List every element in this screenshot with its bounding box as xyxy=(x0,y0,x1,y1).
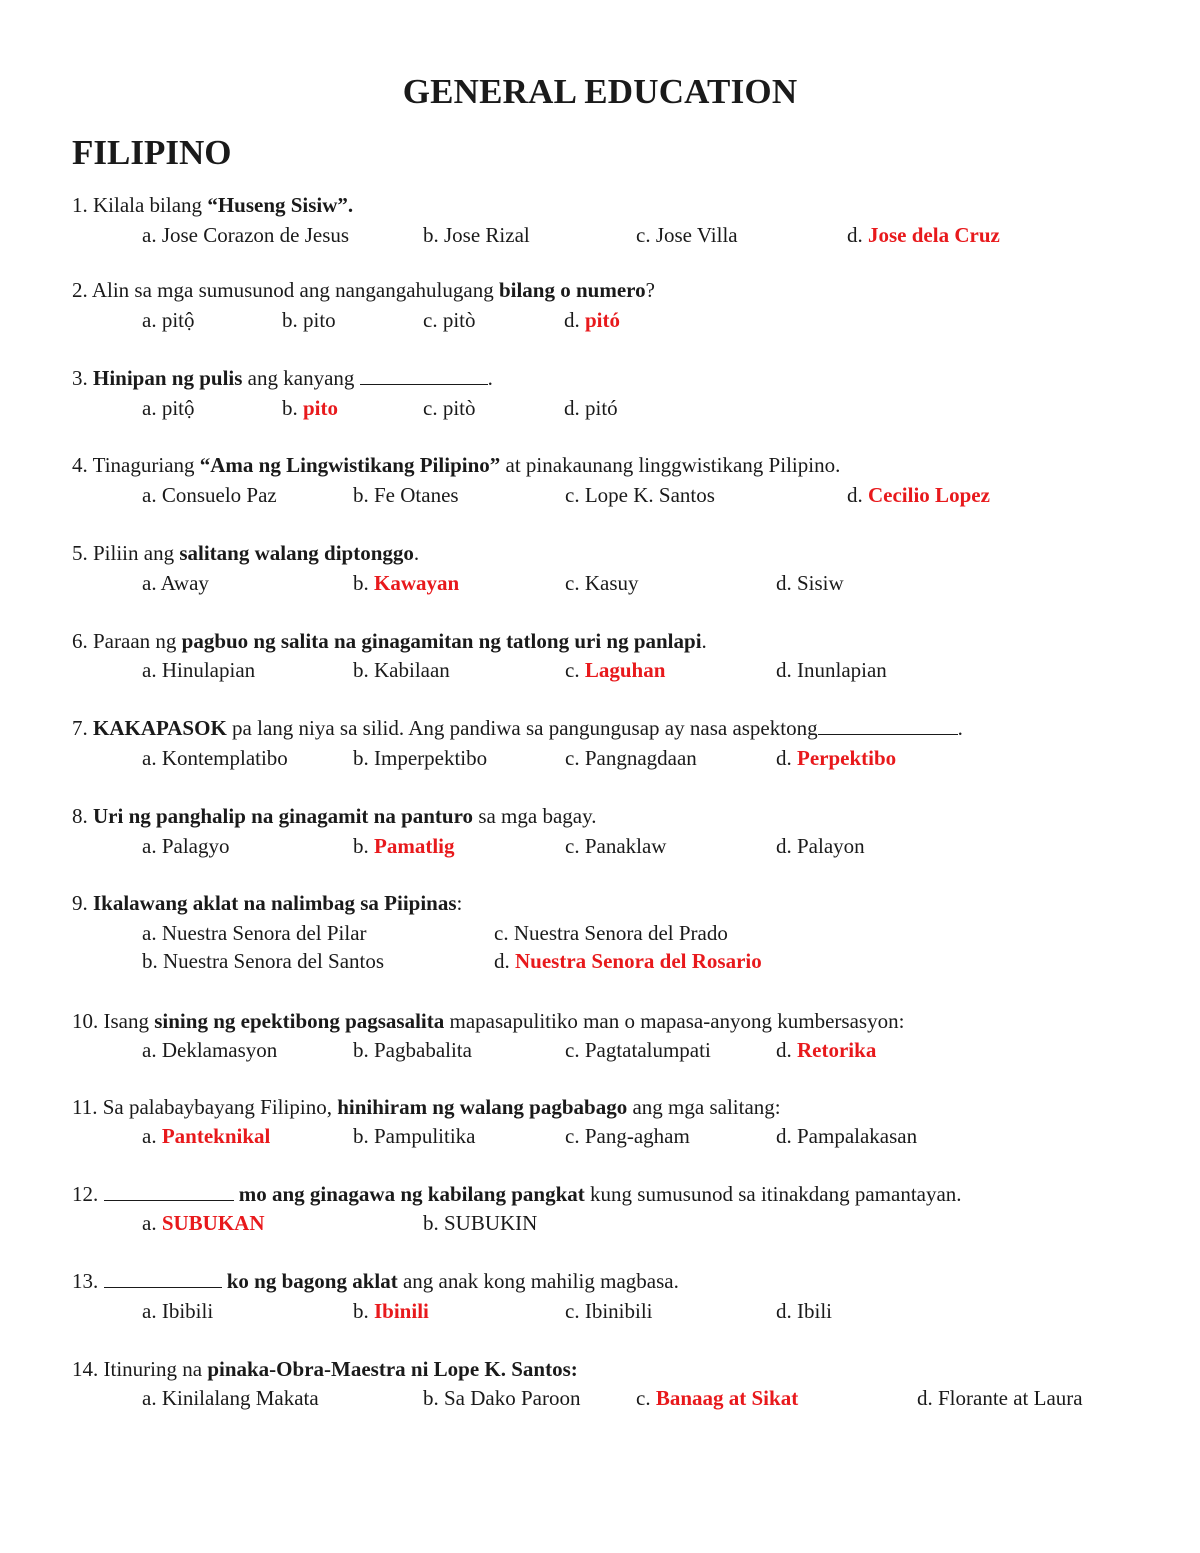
question-4-option-a[interactable]: a. Consuelo Paz xyxy=(142,483,277,507)
question-number: 4. xyxy=(72,453,88,477)
question-number: 7. xyxy=(72,716,88,740)
question-10-option-c[interactable]: c. Pagtatalumpati xyxy=(565,1038,711,1062)
question-10-option-b[interactable]: b. Pagbabalita xyxy=(353,1038,472,1062)
question-text: Piliin ang xyxy=(87,541,180,565)
question-13-option-a[interactable]: a. Ibibili xyxy=(142,1299,214,1323)
question-number: 8. xyxy=(72,804,88,828)
question-text: Isang xyxy=(98,1009,155,1033)
question-number: 3. xyxy=(72,366,88,390)
question-2-option-c[interactable]: c. pitò xyxy=(423,308,476,332)
question-number: 14. xyxy=(72,1357,99,1381)
question-text: ang kanyang xyxy=(242,366,360,390)
question-number: 6. xyxy=(72,629,88,653)
question-number: 11. xyxy=(72,1095,98,1119)
question-5-option-d[interactable]: d. Sisiw xyxy=(776,571,844,595)
question-6-option-b[interactable]: b. Kabilaan xyxy=(353,658,450,682)
question-keyword: bilang o numero xyxy=(498,278,646,302)
question-14-option-a[interactable]: a. Kinilalang Makata xyxy=(142,1386,319,1410)
question-text: : xyxy=(456,891,463,915)
question-8-option-c[interactable]: c. Panaklaw xyxy=(565,834,667,858)
question-keyword: pinaka-Obra-Maestra ni Lope K. Santos: xyxy=(207,1357,578,1381)
question-3-option-c[interactable]: c. pitò xyxy=(423,396,476,420)
question-keyword: KAKAPASOK xyxy=(87,716,227,740)
question-12-option-b[interactable]: b. SUBUKIN xyxy=(423,1211,538,1235)
question-11-option-d[interactable]: d. Pampalakasan xyxy=(776,1124,918,1148)
question-8-option-a[interactable]: a. Palagyo xyxy=(142,834,230,858)
question-1-option-c[interactable]: c. Jose Villa xyxy=(636,223,738,247)
question-8 xyxy=(72,803,597,829)
question-13 xyxy=(72,1268,679,1294)
question-11-option-b[interactable]: b. Pampulitika xyxy=(353,1124,476,1148)
question-2-option-b[interactable]: b. pito xyxy=(282,308,336,332)
question-keyword: Uri ng panghalip na ginagamit na panturo xyxy=(87,804,474,828)
question-2-option-a[interactable]: a. pitộ xyxy=(142,308,195,332)
question-text: ang anak kong mahilig magbasa. xyxy=(397,1269,679,1293)
question-text: pa lang niya sa silid. Ang pandiwa sa pangungusap ay nasa aspektong xyxy=(226,716,818,740)
question-6-option-a[interactable]: a. Hinulapian xyxy=(142,658,256,682)
question-4-option-c[interactable]: c. Lope K. Santos xyxy=(565,483,715,507)
question-9-option-d-answer[interactable]: d. Nuestra Senora del Rosario xyxy=(494,949,762,973)
question-14-option-b[interactable]: b. Sa Dako Paroon xyxy=(423,1386,581,1410)
question-9-option-a[interactable]: a. Nuestra Senora del Pilar xyxy=(142,921,367,945)
question-keyword: Ikalawang aklat na nalimbag sa Piipinas xyxy=(87,891,457,915)
question-9 xyxy=(72,890,462,916)
question-keyword: “Ama ng Lingwistikang Pilipino” xyxy=(199,453,501,477)
question-number: 12. xyxy=(72,1182,99,1206)
answer-blank xyxy=(360,365,488,385)
question-3-option-d[interactable]: d. pitó xyxy=(564,396,618,420)
question-keyword: Hinipan ng pulis xyxy=(87,366,243,390)
section-title: FILIPINO xyxy=(72,133,232,172)
question-10-option-a[interactable]: a. Deklamasyon xyxy=(142,1038,278,1062)
question-keyword: mo ang ginagawa ng kabilang pangkat xyxy=(233,1182,585,1206)
question-7-option-d-answer[interactable]: d. Perpektibo xyxy=(776,746,897,770)
question-7: 7. KAKAPASOK pa lang niya sa silid. Ang pandiwa sa pangungusap ay nasa aspektong . xyxy=(72,716,963,740)
question-13-option-c[interactable]: c. Ibinibili xyxy=(565,1299,653,1323)
question-5-option-a[interactable]: a. Away xyxy=(142,571,209,595)
question-14-option-d[interactable]: d. Florante at Laura xyxy=(917,1386,1083,1410)
question-5-option-b-answer[interactable]: b. Kawayan xyxy=(353,571,460,595)
question-10: 10. Isang sining ng epektibong pagsasalita mapasapulitiko man o mapasa-anyong kumbersasyon: xyxy=(72,1009,905,1033)
document-title: GENERAL EDUCATION xyxy=(402,72,798,111)
question-number: 1. xyxy=(72,193,88,217)
question-4-option-d-answer[interactable]: d. Cecilio Lopez xyxy=(847,483,990,507)
question-4-option-b[interactable]: b. Fe Otanes xyxy=(353,483,459,507)
question-10-option-d-answer[interactable]: d. Retorika xyxy=(776,1038,877,1062)
question-text: Kilala bilang xyxy=(87,193,208,217)
question-7-option-c[interactable]: c. Pangnagdaan xyxy=(565,746,697,770)
question-14 xyxy=(72,1356,578,1382)
question-keyword: pagbuo ng salita na ginagamitan ng tatlong uri ng panlapi xyxy=(181,629,702,653)
question-11-option-c[interactable]: c. Pang-agham xyxy=(565,1124,690,1148)
question-3-option-a[interactable]: a. pitộ xyxy=(142,396,195,420)
question-2: 2. Alin sa mga sumusunod ang nangangahulugang bilang o numero? xyxy=(72,278,655,302)
question-text: sa mga bagay. xyxy=(473,804,597,828)
question-keyword: “Huseng Sisiw”. xyxy=(207,193,354,217)
question-text: kung sumusunod sa itinakdang pamantayan. xyxy=(584,1182,962,1206)
question-text: Alin sa mga sumusunod ang nangangahulugang xyxy=(87,278,499,302)
question-keyword: ko ng bagong aklat xyxy=(221,1269,398,1293)
question-11-option-a-answer[interactable]: a. Panteknikal xyxy=(142,1124,271,1148)
question-text: Itinuring na xyxy=(98,1357,208,1381)
question-number: 13. xyxy=(72,1269,99,1293)
question-8-option-d[interactable]: d. Palayon xyxy=(776,834,865,858)
question-number: 2. xyxy=(72,278,88,302)
question-6-option-c-answer[interactable]: c. Laguhan xyxy=(565,658,666,682)
question-7-option-a[interactable]: a. Kontemplatibo xyxy=(142,746,288,770)
question-9-option-c[interactable]: c. Nuestra Senora del Prado xyxy=(494,921,728,945)
question-7-option-b[interactable]: b. Imperpektibo xyxy=(353,746,488,770)
question-keyword: salitang walang diptonggo xyxy=(179,541,414,565)
question-13-option-d[interactable]: d. Ibili xyxy=(776,1299,832,1323)
question-5-option-c[interactable]: c. Kasuy xyxy=(565,571,639,595)
question-3: 3. Hinipan ng pulis ang kanyang . xyxy=(72,366,493,390)
question-text: Paraan ng xyxy=(87,629,182,653)
question-1-option-a[interactable]: a. Jose Corazon de Jesus xyxy=(142,223,350,247)
answer-blank xyxy=(818,715,958,735)
question-2-option-d-answer[interactable]: d. pitó xyxy=(564,308,621,332)
answer-blank xyxy=(104,1181,234,1201)
question-text: Tinaguriang xyxy=(87,453,200,477)
question-9-option-b[interactable]: b. Nuestra Senora del Santos xyxy=(142,949,385,973)
question-keyword: hinihiram ng walang pagbabago xyxy=(337,1095,628,1119)
question-8-option-b-answer[interactable]: b. Pamatlig xyxy=(353,834,455,858)
question-4: 4. Tinaguriang “Ama ng Lingwistikang Pilipino” at pinakaunang linggwistikang Pilipino. xyxy=(72,453,841,477)
question-13-option-b-answer[interactable]: b. Ibinili xyxy=(353,1299,429,1323)
question-12-option-a-answer[interactable]: a. SUBUKAN xyxy=(142,1211,265,1235)
question-14-option-c-answer[interactable]: c. Banaag at Sikat xyxy=(636,1386,799,1410)
question-11: 11. Sa palabaybayang Filipino, hinihiram ng walang pagbabago ang mga salitang: xyxy=(72,1095,781,1119)
question-1-option-d-answer[interactable]: d. Jose dela Cruz xyxy=(847,223,1000,247)
question-keyword: sining ng epektibong pagsasalita xyxy=(154,1009,445,1033)
question-6: 6. Paraan ng pagbuo ng salita na ginagamitan ng tatlong uri ng panlapi. xyxy=(72,629,707,653)
question-5: 5. Piliin ang salitang walang diptonggo. xyxy=(72,541,420,565)
question-number: 5. xyxy=(72,541,88,565)
question-3-option-b-answer[interactable]: b. pito xyxy=(282,396,339,420)
question-text: Sa palabaybayang Filipino, xyxy=(97,1095,338,1119)
question-number: 9. xyxy=(72,891,88,915)
question-1-option-b[interactable]: b. Jose Rizal xyxy=(423,223,530,247)
question-12 xyxy=(72,1181,962,1207)
answer-blank xyxy=(104,1268,222,1288)
question-1 xyxy=(72,192,353,218)
question-number: 10. xyxy=(72,1009,99,1033)
question-6-option-d[interactable]: d. Inunlapian xyxy=(776,658,887,682)
